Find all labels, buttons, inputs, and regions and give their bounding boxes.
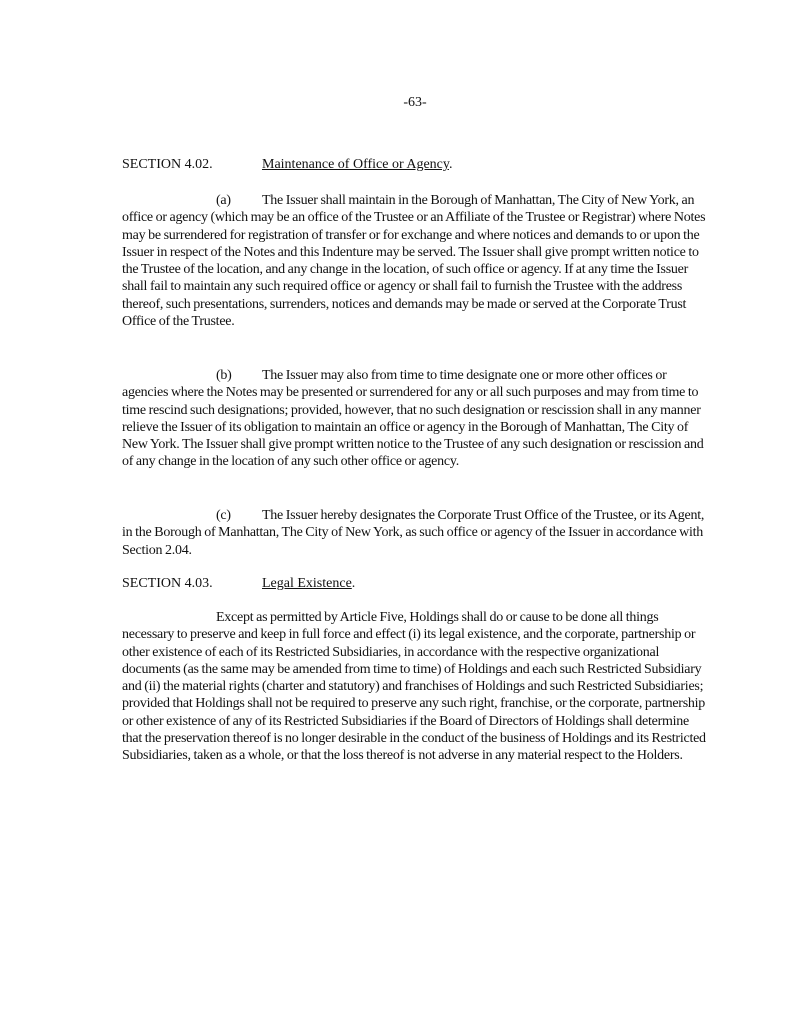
paragraph-c (122, 507, 708, 559)
section-heading-4-02 (122, 157, 452, 173)
page-number: -63- (403, 95, 427, 110)
section-title-period: . (448, 157, 453, 172)
paragraph-label: (a) (216, 193, 231, 208)
paragraph-text: The Issuer shall maintain in the Borough of Manhattan, The City of New York, an office or agency (which may be an office of the Trustee or an Affiliate of the Trustee or Registrar) where Notes may be surrendered for registration of transfer or for exchange and where notices and demands to or upon the Issuer in respect of the Notes and this Indenture may be served. The Issuer shall give prompt written notice to the Trustee of the location, and any change in the location, of such office or agency. If at any time the Issuer shall fail to maintain any such required office or agency or shall fail to furnish the Trustee with the address thereof, such presentations, surrenders, notices and demands may be made or served at the Corporate Trust Office of the Trustee. (122, 193, 706, 330)
paragraph-label: (b) (216, 368, 232, 383)
paragraph-b (122, 367, 708, 471)
paragraph-text: Except as permitted by Article Five, Holdings shall do or cause to be done all things necessary to preserve and keep in full force and effect (i) its legal existence, and the corporate, partnership or other existence of each of its Restricted Subsidiaries, in accordance with the respective organizational documents (as the same may be amended from time to time) of Holdings and each such Restricted Subsidiary and (ii) the material rights (charter and statutory) and franchises of Holdings and such Restricted Subsidiaries; provided that Holdings shall not be required to preserve any such right, franchise, or the corporate, partnership or other existence of any of its Restricted Subsidiaries if the Board of Directors of Holdings shall determine that the preservation thereof is no longer desirable in the conduct of the business of Holdings and its Restricted Subsidiaries, taken as a whole, or that the loss thereof is not adverse in any material respect to the Holders. (122, 610, 706, 764)
section-heading-4-03 (122, 576, 355, 592)
section-title: Maintenance of Office or Agency (262, 157, 449, 172)
paragraph-label: (c) (216, 508, 231, 523)
paragraph-text: The Issuer may also from time to time designate one or more other offices or agencies where the Notes may be presented or surrendered for any or all such purposes and may from time to time rescind such designations; provided, however, that no such designation or rescission shall in any manner relieve the Issuer of its obligation to maintain an office or agency in the Borough of Manhattan, The City of New York. The Issuer shall give prompt written notice to the Trustee of any such designation or rescission and of any change in the location of any such other office or agency. (122, 368, 704, 470)
paragraph-text: The Issuer hereby designates the Corporate Trust Office of the Trustee, or its Agent, in the Borough of Manhattan, The City of New York, as such office or agency of the Issuer in accordance with Section 2.04. (122, 508, 705, 558)
paragraph-legal-existence (122, 609, 708, 765)
paragraph-a (122, 192, 708, 330)
section-number: SECTION 4.02. (122, 157, 213, 172)
section-number: SECTION 4.03. (122, 576, 213, 591)
section-title-period: . (351, 576, 356, 591)
section-title: Legal Existence (262, 576, 352, 591)
